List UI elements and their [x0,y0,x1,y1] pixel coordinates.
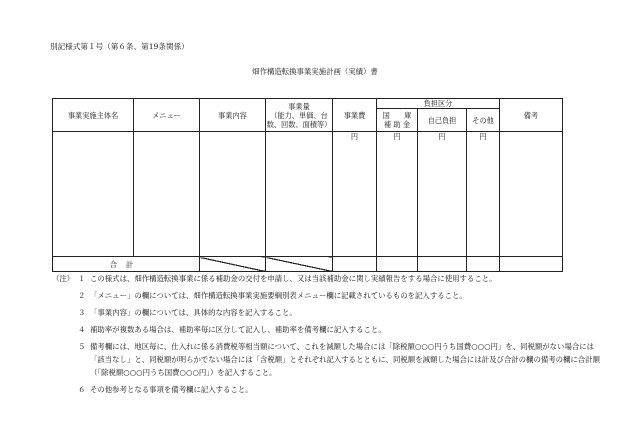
note-number: ４ [78,325,86,334]
note-text: この様式は、畑作構造転換事業に係る補助金の交付を申請し、又は当該補助金に関し実績報告をする場合に使用すること。 [90,274,497,283]
header-national-subsidy: 国 庫 補 助 金 [377,109,418,132]
cell-volume [266,132,333,257]
note-number: ２ [78,291,86,300]
note-number: ５ [78,342,86,351]
cell-other [467,132,500,257]
header-remarks: 備考 [500,99,563,132]
note-number: ３ [78,308,86,317]
notes [52,272,608,400]
header-cost: 事業費 [333,99,377,132]
cell-national-subsidy [377,132,418,257]
total-self-burden [418,257,467,272]
note-item [52,289,608,302]
cell-cost [333,132,377,257]
note-number: １ [78,274,86,283]
cell-menu [134,132,200,257]
total-cost [333,257,377,272]
total-other [467,257,500,272]
note-number: ６ [78,385,86,394]
total-diagonal [266,257,333,272]
header-other: その他 [467,109,500,132]
header-menu: メニュー [134,99,200,132]
header-burden: 負担区分 [377,99,500,109]
note-item [52,383,608,396]
notes-lead: （注） [52,274,75,283]
note-text: 備考欄には、地区毎に、仕入れに係る消費税等相当額について、これを減額した場合には「除税額○○○円うち国費○○○円」を、同税額がない場合には「該当なし」と、同税額が明らかでない場合には「含税額」とそれぞれ記入するとともに、同税額を減額した場合には計及び合計の欄の備考の欄に合計額（「除税額○○○円うち国費○○○円」）を記入すること。 [90,342,600,377]
note-text: 「メニュー」の欄については、畑作構造転換事業実施要綱別表メニュー欄に記載されているものを記入すること。 [90,291,467,300]
note-text: その他参考となる事項を備考欄に記入すること。 [90,385,253,394]
total-diagonal [200,257,266,272]
unit-yen: 円 [350,132,359,141]
note-text: 補助率が複数ある場合は、補助率毎に区分して記入し、補助率を備考欄に記入すること。 [90,325,386,334]
cell-implementer [53,132,134,257]
form-number: 別記様式第１号（第６条、第19条関係） [50,42,189,51]
header-volume: 事業量 （能力、単価、台数、回数、面積等） [266,99,333,132]
total-label: 合計 [53,257,200,272]
note-text: 「事業内容」の欄については、具体的な内容を記入すること。 [90,308,297,317]
header-content: 事業内容 [200,99,266,132]
cell-remarks [500,132,563,257]
unit-yen: 円 [438,132,446,141]
unit-yen: 円 [393,132,401,141]
unit-yen: 円 [479,132,487,141]
cell-self-burden [418,132,467,257]
cell-content [200,132,266,257]
note-item [52,306,608,319]
header-implementer: 事業実施主体名 [53,99,134,132]
header-self-burden: 自己負担 [418,109,467,132]
total-remarks [500,257,563,272]
note-item [52,323,608,336]
document-title: 畑作構造転換事業実施計画（実績）書 [252,67,378,76]
note-item [52,272,608,285]
plan-table [52,98,563,272]
note-item [52,340,608,379]
total-national-subsidy [377,257,418,272]
